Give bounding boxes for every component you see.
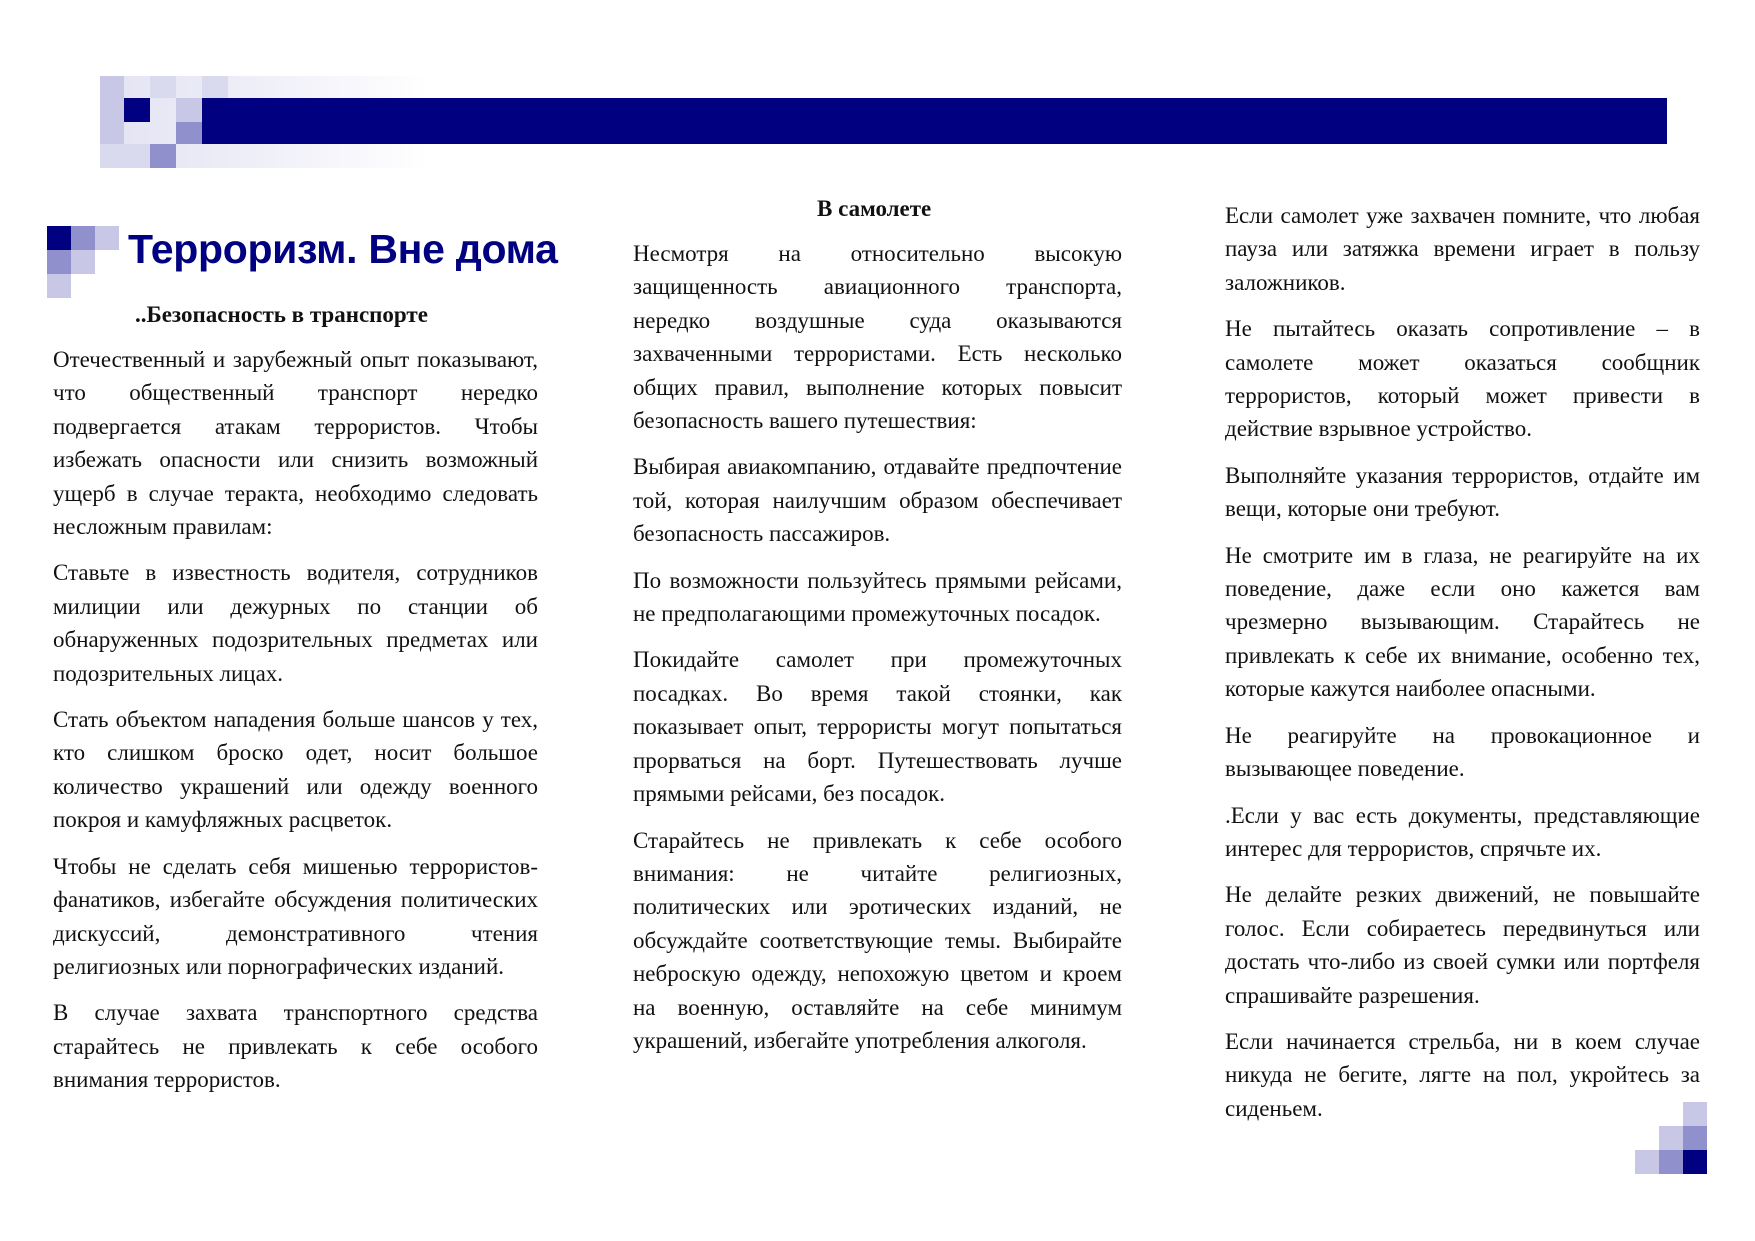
banner-square [176,98,202,122]
page-title: Терроризм. Вне дома [128,226,558,272]
title-square [47,274,71,298]
paragraph: .Если у вас есть документы, представляющие интерес для террористов, спрячьте их. [1225,802,1700,861]
section-heading-transport: ..Безопасность в транспорте [135,302,428,327]
paragraph: Выбирая авиакомпанию, отдавайте предпочтение той, которая наилучшим образом обеспечивает безопасность пассажиров. [633,454,1122,547]
column-2 [633,237,1122,1070]
title-square [47,250,71,274]
paragraph: Несмотря на относительно высокую защищенность авиационного транспорта, нередко воздушные суда оказываются захваченными террористами. Есть несколько общих правил, выполнение которых повысит безопасность вашего путешествия: [633,241,1122,434]
paragraph: Не смотрите им в глаза, не реагируйте на их поведение, даже если оно кажется вам чрезмерно вызывающим. Старайтесь не привлекать к себе их внимание, особенно тех, которые кажутся наиболее опасными. [1225,542,1700,702]
paragraph: Стать объектом нападения больше шансов у тех, кто слишком броско одет, носит большое количество украшений или одежду военного покроя и камуфляжных расцветок. [53,707,538,833]
banner-square [100,98,124,144]
corner-square [1683,1150,1707,1174]
banner-bar [202,98,1667,144]
banner-square [150,144,176,168]
paragraph: Не реагируйте на провокационное и вызывающее поведение. [1225,722,1700,782]
paragraph: Чтобы не сделать себя мишенью террористов-фанатиков, избегайте обсуждения политических дискуссий, демонстративного чтения религиозных или порнографических изданий. [53,853,538,979]
paragraph: Покидайте самолет при промежуточных посадках. Во время такой стоянки, как показывает опыт, террористы могут попытаться прорваться на борт. Путешествовать лучше прямыми рейсами, без посадок. [633,647,1122,807]
paragraph: Не пытайтесь оказать сопротивление – в самолете может оказаться сообщник террористов, который может привести в действие взрывное устройство. [1225,316,1700,442]
paragraph: Выполняйте указания террористов, отдайте им вещи, которые они требуют. [1225,462,1700,522]
paragraph: Если начинается стрельба, ни в коем случае никуда не бегите, лягте на пол, укройтесь за сиденьем. [1225,1028,1700,1121]
paragraph: В случае захвата транспортного средства старайтесь не привлекать к себе особого внимания террористов. [53,1000,538,1093]
corner-square [1683,1102,1707,1126]
paragraph: Если самолет уже захвачен помните, что любая пауза или затяжка времени играет в пользу заложников. [1225,203,1700,295]
banner-square [124,98,150,122]
paragraph: Не делайте резких движений, не повышайте голос. Если собираетесь передвинуться или достать что-либо из своей сумки или портфеля спрашивайте разрешения. [1225,882,1700,1008]
paragraph: Отечественный и зарубежный опыт показывают, что общественный транспорт нередко подвергается атакам террористов. Чтобы избежать опасности или снизить возможный ущерб в случае теракта, необходимо следовать несложным правилам: [53,347,538,540]
banner-square [100,76,124,98]
title-square [95,226,119,250]
paragraph: Старайтесь не привлекать к себе особого внимания: не читайте религиозных, политических или эротических изданий, не обсуждайте соответствующие темы. Выбирайте неброскую одежду, непохожую цветом и кроем на военную, оставляйте на себе минимум украшений, избегайте употребления алкоголя. [633,827,1122,1053]
banner-square [100,144,150,168]
column-3 [1225,199,1700,1138]
corner-square [1659,1126,1683,1150]
corner-square [1683,1126,1707,1150]
column-1 [53,343,538,1110]
paragraph: Ставьте в известность водителя, сотрудников милиции или дежурных по станции об обнаруженных подозрительных предметах или подозрительных лицах. [53,560,538,686]
title-square [47,226,71,250]
banner-square [176,122,202,144]
paragraph: По возможности пользуйтесь прямыми рейсами, не предполагающими промежуточных посадок. [633,567,1122,627]
title-square [71,250,95,274]
section-heading-airplane: В самолете [817,196,932,221]
corner-square [1635,1150,1659,1174]
corner-square [1659,1150,1683,1174]
banner-square [202,76,228,98]
banner-square [150,76,176,98]
title-square [71,226,95,250]
